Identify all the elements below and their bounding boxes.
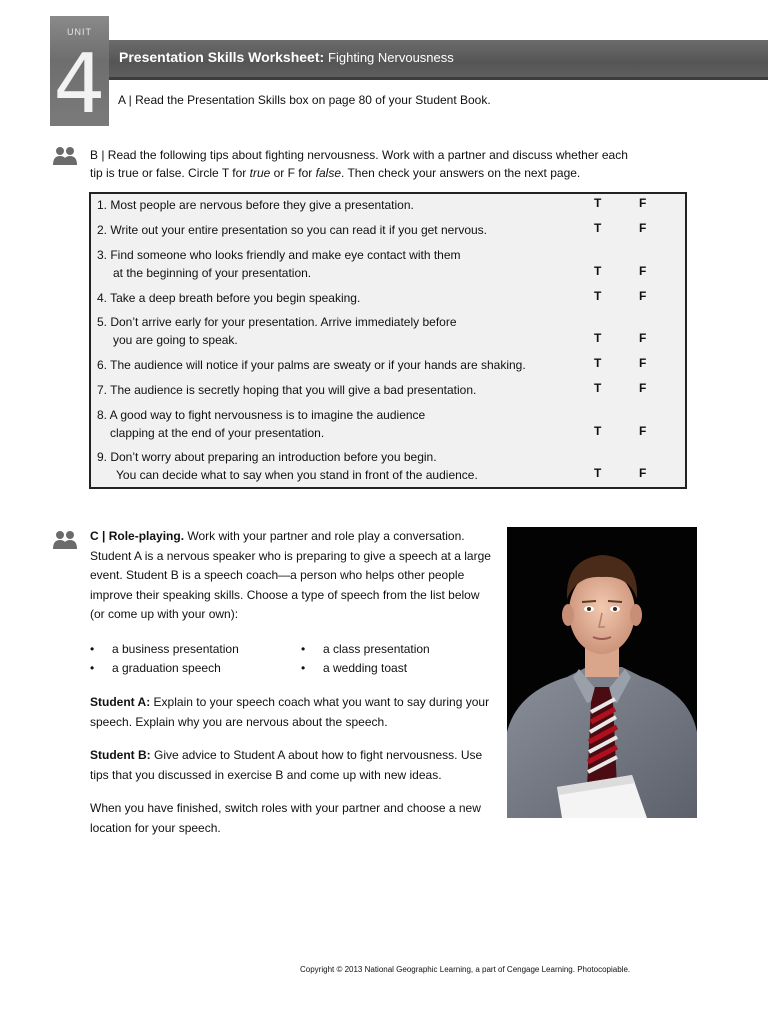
bullet-icon: • <box>90 661 95 675</box>
section-c-text: Work with your partner and role play a conversation. Student A is a nervous speaker who is preparing to give a speech at a large event. Student B is a speech coach—a person who helps other people improve their speaking skills. Choose a type of speech from the list below (or come up with your own): <box>90 529 491 621</box>
tip-5-true[interactable]: T <box>594 331 602 345</box>
speaker-photo <box>507 527 697 818</box>
unit-label: UNIT <box>67 27 92 37</box>
tip-9 <box>97 448 478 484</box>
tip-text-cont: you are going to speak. <box>113 333 238 347</box>
tip-9-false[interactable]: F <box>639 466 647 480</box>
tip-text: 4. Take a deep breath before you begin speaking. <box>97 291 361 305</box>
tip-2 <box>97 221 487 239</box>
tip-5-false[interactable]: F <box>639 331 647 345</box>
section-c-instruction <box>90 527 495 625</box>
tip-8-false[interactable]: F <box>639 424 647 438</box>
list-item <box>301 640 430 659</box>
list-item <box>301 659 407 678</box>
true-word: true <box>249 166 271 180</box>
student-b-label: Student B: <box>90 748 151 762</box>
unit-badge <box>50 16 109 132</box>
list-item-text: a class presentation <box>323 642 430 656</box>
tip-5 <box>97 313 457 349</box>
list-item-text: a business presentation <box>112 642 239 656</box>
section-b-text: . Then check your answers on the next page. <box>341 166 581 180</box>
section-a-instruction: A | Read the Presentation Skills box on page 80 of your Student Book. <box>118 93 491 107</box>
pair-work-icon <box>52 530 78 550</box>
tip-4-false[interactable]: F <box>639 289 647 303</box>
bullet-icon: • <box>90 642 95 656</box>
true-false-table <box>89 192 687 489</box>
tip-4-true[interactable]: T <box>594 289 602 303</box>
title-subtitle: Fighting Nervousness <box>328 50 454 65</box>
tip-1-true[interactable]: T <box>594 196 602 210</box>
tip-3 <box>97 246 461 282</box>
tip-text: 3. Find someone who looks friendly and make eye contact with them <box>97 248 461 262</box>
closing-instruction: When you have finished, switch roles with your partner and choose a new location for your speech. <box>90 801 481 835</box>
student-b-instruction <box>90 745 490 785</box>
bullet-icon: • <box>301 642 306 656</box>
tip-9-true[interactable]: T <box>594 466 602 480</box>
tip-text-cont: at the beginning of your presentation. <box>113 266 312 280</box>
student-a-instruction <box>90 692 490 732</box>
tip-text: 6. The audience will notice if your palms are sweaty or if your hands are shaking. <box>97 358 526 372</box>
copyright-notice: Copyright © 2013 National Geographic Learning, a part of Cengage Learning. Photocopiable. <box>300 965 631 974</box>
tip-3-false[interactable]: F <box>639 264 647 278</box>
section-b-line2 <box>90 164 680 182</box>
tip-1-false[interactable]: F <box>639 196 647 210</box>
tip-3-true[interactable]: T <box>594 264 602 278</box>
student-a-label: Student A: <box>90 695 151 709</box>
tip-text: 2. Write out your entire presentation so you can read it if you get nervous. <box>97 223 487 237</box>
list-item-text: a graduation speech <box>112 661 221 675</box>
tip-text: 1. Most people are nervous before they give a presentation. <box>97 198 414 212</box>
section-b-text: tip is true or false. Circle T for <box>90 166 250 180</box>
tip-4 <box>97 289 360 307</box>
tip-text-cont: clapping at the end of your presentation. <box>110 426 325 440</box>
section-b-instruction <box>90 146 680 182</box>
tip-text: 8. A good way to fight nervousness is to imagine the audience <box>97 408 426 422</box>
title-bar <box>109 40 768 80</box>
tip-6 <box>97 356 526 374</box>
tip-1 <box>97 196 414 214</box>
tip-text: 5. Don’t arrive early for your presentation. Arrive immediately before <box>97 315 457 329</box>
list-item <box>90 659 221 678</box>
bullet-icon: • <box>301 661 306 675</box>
tip-8-true[interactable]: T <box>594 424 602 438</box>
section-b-line1: B | Read the following tips about fighting nervousness. Work with a partner and discuss whether each <box>90 148 628 162</box>
section-c-label: C | Role-playing. <box>90 529 185 543</box>
tip-7-false[interactable]: F <box>639 381 647 395</box>
list-item <box>90 640 239 659</box>
section-b-text: or F for <box>270 166 316 180</box>
pair-work-icon <box>52 146 78 166</box>
tip-text-cont: You can decide what to say when you stand in front of the audience. <box>116 468 478 482</box>
tip-6-false[interactable]: F <box>639 356 647 370</box>
tip-7-true[interactable]: T <box>594 381 602 395</box>
tip-6-true[interactable]: T <box>594 356 602 370</box>
tip-2-false[interactable]: F <box>639 221 647 235</box>
student-a-text: Explain to your speech coach what you want to say during your speech. Explain why you are nervous about the speech. <box>90 695 490 729</box>
tip-text: 7. The audience is secretly hoping that you will give a bad presentation. <box>97 383 477 397</box>
student-b-text: Give advice to Student A about how to fight nervousness. Use tips that you discussed in exercise B and come up with new ideas. <box>90 748 483 782</box>
unit-number: 4 <box>53 37 106 132</box>
list-item-text: a wedding toast <box>323 661 408 675</box>
tip-8 <box>97 406 425 442</box>
worksheet-title <box>119 49 454 65</box>
tip-7 <box>97 381 476 399</box>
false-word: false <box>315 166 341 180</box>
tip-text: 9. Don’t worry about preparing an introduction before you begin. <box>97 450 437 464</box>
tip-2-true[interactable]: T <box>594 221 602 235</box>
title-main: Presentation Skills Worksheet: <box>119 49 325 65</box>
